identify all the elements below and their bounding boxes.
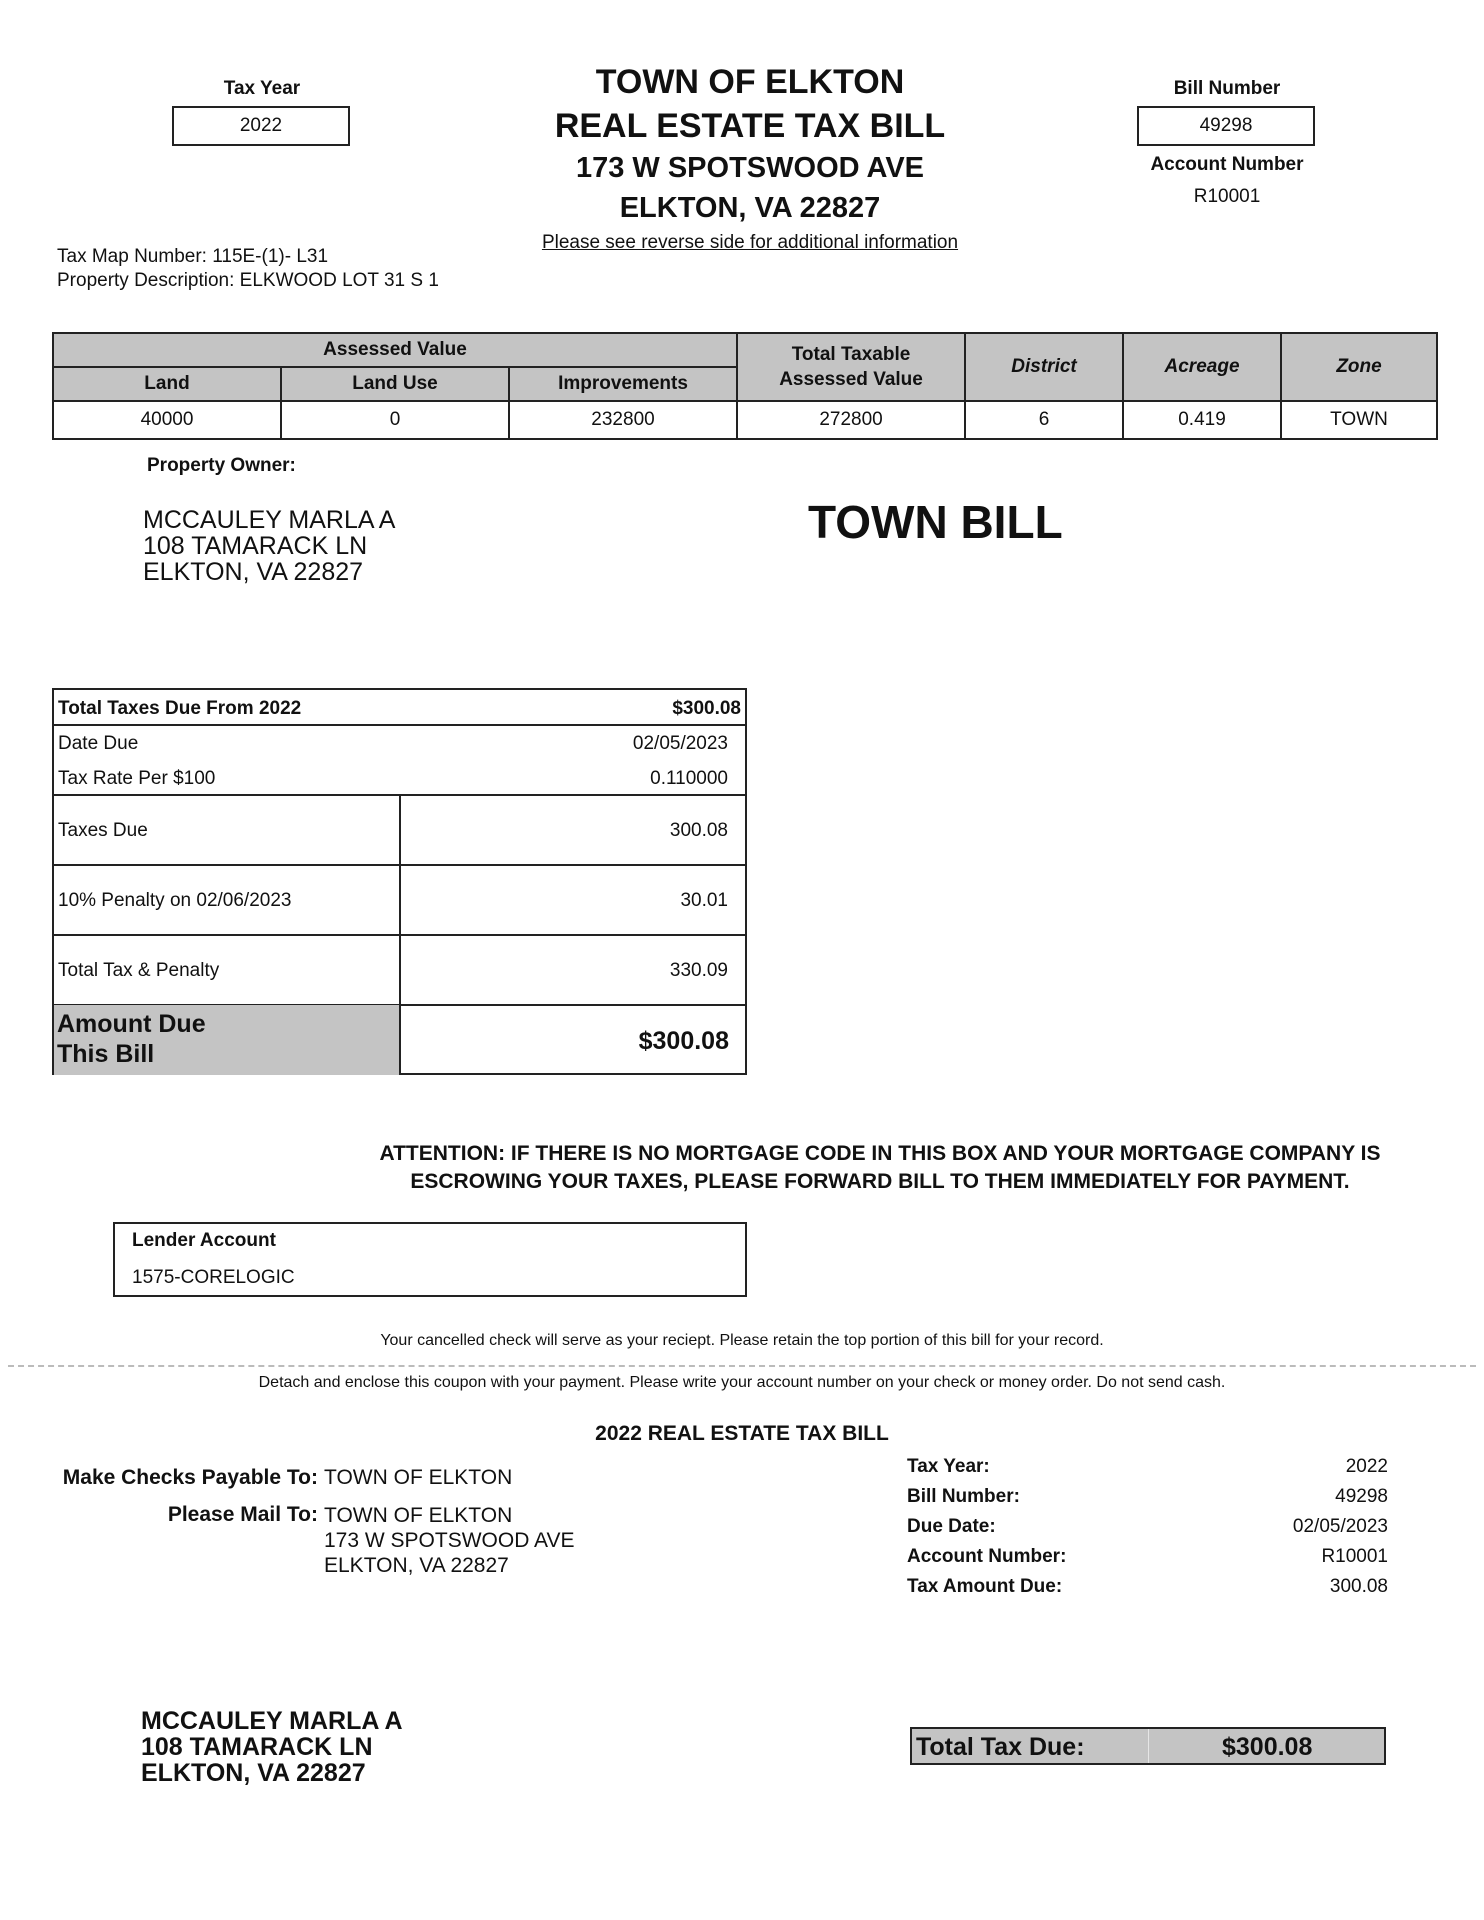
tax-year-label: Tax Year xyxy=(223,78,301,99)
improvements-value: 232800 xyxy=(509,401,737,439)
coupon-owner-city: ELKTON, VA 22827 xyxy=(141,1759,366,1787)
coupon-title: 2022 REAL ESTATE TAX BILL xyxy=(595,1422,889,1445)
total-penalty-label: Total Tax & Penalty xyxy=(58,960,220,981)
total-taxable-header xyxy=(737,333,965,401)
property-description: Property Description: ELKWOOD LOT 31 S 1 xyxy=(57,270,439,291)
owner-street: 108 TAMARACK LN xyxy=(143,532,368,560)
amount-due-label-line2: This Bill xyxy=(57,1040,155,1068)
assessment-table xyxy=(52,332,1438,440)
coupon-owner-address xyxy=(141,1708,403,1786)
coupon-account-number-label: Account Number: xyxy=(907,1546,1067,1567)
coupon-account-number-value: R10001 xyxy=(1321,1546,1388,1567)
account-number-label: Account Number xyxy=(1150,154,1304,175)
detach-line xyxy=(8,1365,1476,1367)
town-bill-heading: TOWN BILL xyxy=(808,496,1063,548)
amount-due-label-cell xyxy=(54,1005,399,1075)
total-taxable-header-line1: Total Taxable xyxy=(791,344,911,365)
payable-label: Make Checks Payable To: xyxy=(62,1466,318,1489)
divider xyxy=(54,934,745,936)
acreage-header: Acreage xyxy=(1123,333,1281,401)
land-header: Land xyxy=(53,367,281,401)
total-tax-due-value: $300.08 xyxy=(1222,1733,1313,1761)
mail-to-line1: TOWN OF ELKTON xyxy=(324,1504,513,1527)
date-due-value: 02/05/2023 xyxy=(632,733,728,754)
title-address-city: ELKTON, VA 22827 xyxy=(619,192,881,224)
assessed-value-header: Assessed Value xyxy=(53,333,737,367)
total-taxable-value: 272800 xyxy=(737,401,965,439)
taxes-due-label: Taxes Due xyxy=(58,820,148,841)
tax-rate-value: 0.110000 xyxy=(650,768,728,789)
land-value: 40000 xyxy=(53,401,281,439)
bill-number-block xyxy=(1137,78,1317,208)
tax-map-number: Tax Map Number: 115E-(1)- L31 xyxy=(57,246,329,267)
penalty-label: 10% Penalty on 02/06/2023 xyxy=(58,890,292,911)
tax-rate-label: Tax Rate Per $100 xyxy=(58,768,216,789)
coupon-detail-row xyxy=(907,1546,1388,1576)
attention-line2: ESCROWING YOUR TAXES, PLEASE FORWARD BILL TO THEM IMMEDIATELY FOR PAYMENT. xyxy=(410,1170,1350,1193)
coupon-detail-row xyxy=(907,1576,1388,1606)
mail-to-address xyxy=(324,1503,575,1578)
coupon-owner-street: 108 TAMARACK LN xyxy=(141,1733,373,1761)
coupon-tax-amount-value: 300.08 xyxy=(1329,1576,1388,1597)
coupon-details xyxy=(907,1456,1388,1606)
detach-note: Detach and enclose this coupon with your payment. Please write your account number on your check or money order. Do not send cash. xyxy=(258,1374,1226,1391)
improvements-header: Improvements xyxy=(509,367,737,401)
account-number-value: R10001 xyxy=(1193,186,1261,207)
coupon-tax-year-value: 2022 xyxy=(1345,1456,1388,1477)
taxes-due-value: 300.08 xyxy=(669,820,728,841)
owner-city: ELKTON, VA 22827 xyxy=(143,558,364,586)
property-info xyxy=(57,245,439,293)
bill-number-value: 49298 xyxy=(1137,106,1315,146)
title-town: TOWN OF ELKTON xyxy=(595,63,905,101)
acreage-value: 0.419 xyxy=(1123,401,1281,439)
receipt-note: Your cancelled check will serve as your reciept. Please retain the top portion of this bill for your record. xyxy=(380,1332,1104,1349)
coupon-detail-row xyxy=(907,1486,1388,1516)
zone-header: Zone xyxy=(1281,333,1437,401)
owner-name: MCCAULEY MARLA A xyxy=(143,506,396,534)
zone-value: TOWN xyxy=(1281,401,1437,439)
tax-year-value: 2022 xyxy=(172,106,350,146)
bill-number-label: Bill Number xyxy=(1173,78,1281,99)
district-value: 6 xyxy=(965,401,1123,439)
coupon-due-date-label: Due Date: xyxy=(907,1516,996,1537)
mail-to-line2: 173 W SPOTSWOOD AVE xyxy=(324,1529,575,1552)
coupon-bill-number-value: 49298 xyxy=(1335,1486,1388,1507)
title-address-street: 173 W SPOTSWOOD AVE xyxy=(575,152,925,184)
attention-line1: ATTENTION: IF THERE IS NO MORTGAGE CODE IN THIS BOX AND YOUR MORTGAGE COMPANY IS xyxy=(379,1142,1381,1165)
district-header: District xyxy=(965,333,1123,401)
total-tax-due-box xyxy=(910,1727,1386,1765)
divider xyxy=(54,864,745,866)
divider xyxy=(54,724,745,726)
mortgage-attention xyxy=(340,1140,1420,1196)
tax-year-block xyxy=(172,78,352,146)
total-penalty-value: 330.09 xyxy=(669,960,728,981)
coupon-detail-row xyxy=(907,1456,1388,1486)
lender-account-label: Lender Account xyxy=(132,1230,276,1251)
penalty-value: 30.01 xyxy=(680,890,728,911)
coupon-due-date-value: 02/05/2023 xyxy=(1292,1516,1388,1537)
land-use-value: 0 xyxy=(281,401,509,439)
coupon-tax-amount-label: Tax Amount Due: xyxy=(907,1576,1063,1597)
coupon-tax-year-label: Tax Year: xyxy=(907,1456,990,1477)
amount-due-label-line1: Amount Due xyxy=(57,1010,206,1038)
payable-to-value: TOWN OF ELKTON xyxy=(324,1466,513,1489)
reverse-side-note: Please see reverse side for additional information xyxy=(541,232,959,253)
total-tax-due-divider xyxy=(1148,1729,1149,1763)
coupon-owner-name: MCCAULEY MARLA A xyxy=(141,1707,403,1735)
bill-title xyxy=(490,60,1010,228)
total-taxable-header-line2: Assessed Value xyxy=(779,369,923,390)
land-use-header: Land Use xyxy=(281,367,509,401)
total-taxes-value: $300.08 xyxy=(672,698,741,719)
title-bill: REAL ESTATE TAX BILL xyxy=(554,107,946,145)
mail-to-line3: ELKTON, VA 22827 xyxy=(324,1554,509,1577)
lender-account-value: 1575-CORELOGIC xyxy=(132,1267,295,1288)
taxes-summary-box xyxy=(52,688,747,1075)
coupon-detail-row xyxy=(907,1516,1388,1546)
total-taxes-label: Total Taxes Due From 2022 xyxy=(58,698,302,719)
lender-account-box xyxy=(113,1222,747,1297)
mail-to-label: Please Mail To: xyxy=(167,1503,318,1526)
date-due-label: Date Due xyxy=(58,733,139,754)
amount-due-value: $300.08 xyxy=(638,1027,729,1055)
coupon-bill-number-label: Bill Number: xyxy=(907,1486,1020,1507)
property-owner-label: Property Owner: xyxy=(147,455,296,476)
total-tax-due-label: Total Tax Due: xyxy=(916,1733,1085,1761)
owner-address xyxy=(143,507,395,585)
assessment-values-row xyxy=(53,401,1437,439)
